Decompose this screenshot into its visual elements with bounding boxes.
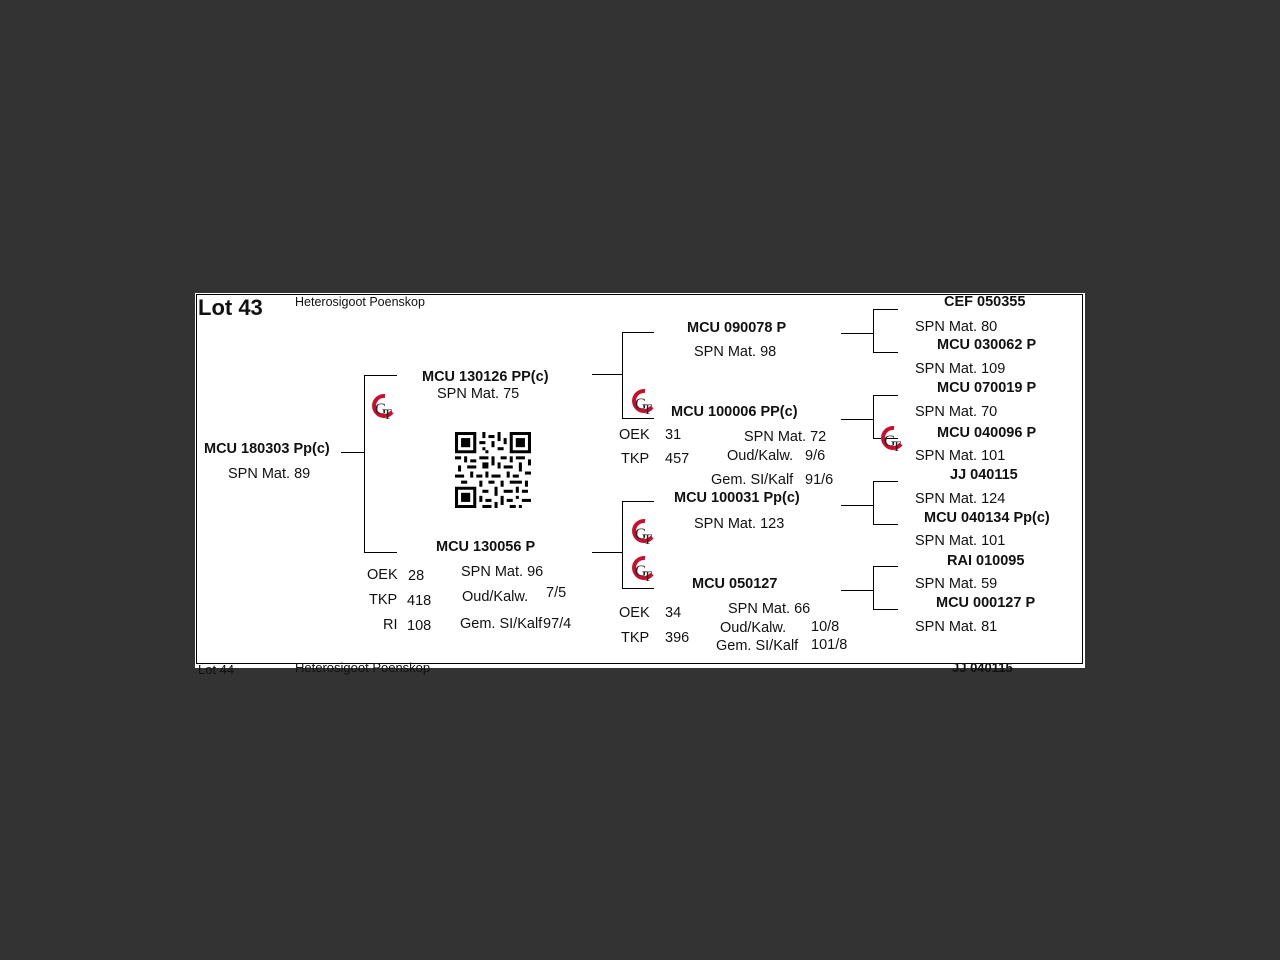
pedigree-page (195, 293, 1085, 677)
dam-dam-oek-value: 34 (665, 605, 682, 621)
connector (873, 566, 898, 567)
gg4-spn: SPN Mat. 101 (915, 448, 1006, 464)
animal-spn: SPN Mat. 89 (228, 466, 311, 482)
dam-dam-oud-value: 10/8 (811, 619, 840, 635)
dam-ri-label: RI (383, 617, 398, 633)
next-gg: JJ 040115 (952, 660, 1013, 675)
dam-dam-gem-label: Gem. SI/Kalf (716, 638, 799, 654)
gg7-id: RAI 010095 (947, 553, 1025, 569)
dam-id: MCU 130056 P (436, 539, 536, 555)
sire-dam-gem-label: Gem. SI/Kalf (711, 472, 794, 488)
dam-gem-label: Gem. SI/Kalf (460, 616, 543, 632)
dam-oud-label: Oud/Kalw. (462, 589, 529, 605)
connector (873, 395, 874, 439)
svg-text:T: T (892, 439, 902, 455)
sire-dam-tkp-label: TKP (621, 451, 650, 467)
connector (364, 375, 365, 553)
sire-spn: SPN Mat. 75 (437, 386, 520, 402)
gg2-spn: SPN Mat. 109 (915, 361, 1006, 377)
gg8-spn: SPN Mat. 81 (915, 619, 998, 635)
lot-subtitle: Heterosigoot Poenskop (295, 295, 425, 309)
gg6-id: MCU 040134 Pp(c) (924, 510, 1050, 526)
connector (873, 309, 874, 353)
sire-dam-id: MCU 100006 PP(c) (671, 404, 798, 420)
connector (341, 452, 364, 453)
dam-dam-gem-value: 101/8 (811, 637, 848, 653)
gt-logo-icon (370, 392, 398, 422)
sire-dam-oek-label: OEK (619, 427, 650, 443)
connector (873, 352, 898, 353)
lot-title: Lot 43 (198, 295, 263, 320)
dam-dam-tkp-label: TKP (621, 630, 650, 646)
animal-id: MCU 180303 Pp(c) (204, 441, 330, 457)
connector (622, 418, 654, 419)
sire-sire-spn: SPN Mat. 98 (694, 344, 777, 360)
sire-dam-spn: SPN Mat. 72 (744, 429, 827, 445)
dam-ri-value: 108 (407, 618, 432, 634)
gg4-id: MCU 040096 P (937, 425, 1037, 441)
connector (873, 309, 898, 310)
dam-dam-oud-label: Oud/Kalw. (720, 620, 787, 636)
gt-logo-icon (630, 554, 658, 584)
next-card-sliver (195, 660, 1085, 677)
connector (622, 332, 654, 333)
gg6-spn: SPN Mat. 101 (915, 533, 1006, 549)
svg-text:T: T (643, 569, 653, 585)
sire-sire-id: MCU 090078 P (687, 320, 787, 336)
qr-code-icon (455, 432, 531, 508)
connector (873, 481, 874, 525)
sire-id: MCU 130126 PP(c) (422, 369, 549, 385)
gg5-spn: SPN Mat. 124 (915, 491, 1006, 507)
svg-text:T: T (383, 407, 393, 423)
connector (841, 333, 873, 334)
connector (841, 505, 873, 506)
gg3-id: MCU 070019 P (937, 380, 1037, 396)
connector (592, 552, 622, 553)
gt-logo-icon (879, 424, 907, 454)
dam-dam-oek-label: OEK (619, 605, 650, 621)
gg1-spn: SPN Mat. 80 (915, 319, 998, 335)
sire-dam-oud-label: Oud/Kalw. (727, 448, 794, 464)
svg-text:G: G (635, 563, 647, 580)
dam-gem-value: 97/4 (543, 616, 572, 632)
sire-dam-oek-value: 31 (665, 427, 682, 443)
connector (873, 609, 898, 610)
dam-oek-value: 28 (408, 568, 425, 584)
dam-oud-value: 7/5 (546, 585, 567, 601)
svg-text:T: T (643, 402, 653, 418)
connector (364, 375, 397, 376)
dam-tkp-value: 418 (407, 593, 432, 609)
sire-dam-tkp-value: 457 (665, 451, 690, 467)
gg2-id: MCU 030062 P (937, 337, 1037, 353)
sire-dam-oud-value: 9/6 (805, 448, 826, 464)
gt-logo-icon (630, 387, 658, 417)
dam-dam-tkp-value: 396 (665, 630, 690, 646)
connector (364, 552, 397, 553)
svg-text:G: G (884, 433, 896, 450)
dam-tkp-label: TKP (369, 592, 398, 608)
dam-sire-id: MCU 100031 Pp(c) (674, 490, 800, 506)
connector (873, 566, 874, 610)
gt-logo-icon (630, 517, 658, 547)
connector (622, 332, 623, 418)
gg7-spn: SPN Mat. 59 (915, 576, 998, 592)
next-lot: Lot 44 (198, 662, 235, 677)
connector (841, 419, 873, 420)
svg-text:T: T (643, 532, 653, 548)
dam-dam-spn: SPN Mat. 66 (728, 601, 811, 617)
svg-text:G: G (635, 396, 647, 413)
gg5-id: JJ 040115 (950, 467, 1018, 483)
connector (873, 524, 898, 525)
gg3-spn: SPN Mat. 70 (915, 404, 998, 420)
svg-text:G: G (635, 526, 647, 543)
gg1-id: CEF 050355 (944, 294, 1026, 310)
connector (592, 374, 622, 375)
connector (873, 395, 898, 396)
svg-text:G: G (375, 401, 387, 418)
connector (841, 590, 873, 591)
dam-spn: SPN Mat. 96 (461, 564, 544, 580)
dam-dam-id: MCU 050127 (692, 576, 778, 592)
connector (622, 501, 623, 589)
connector (622, 588, 654, 589)
connector (622, 501, 654, 502)
sire-dam-gem-value: 91/6 (805, 472, 834, 488)
dam-oek-label: OEK (367, 567, 398, 583)
next-subtitle: Heterosigoot Poenskop (295, 660, 431, 675)
gg8-id: MCU 000127 P (936, 595, 1036, 611)
connector (873, 481, 898, 482)
dam-sire-spn: SPN Mat. 123 (694, 516, 785, 532)
